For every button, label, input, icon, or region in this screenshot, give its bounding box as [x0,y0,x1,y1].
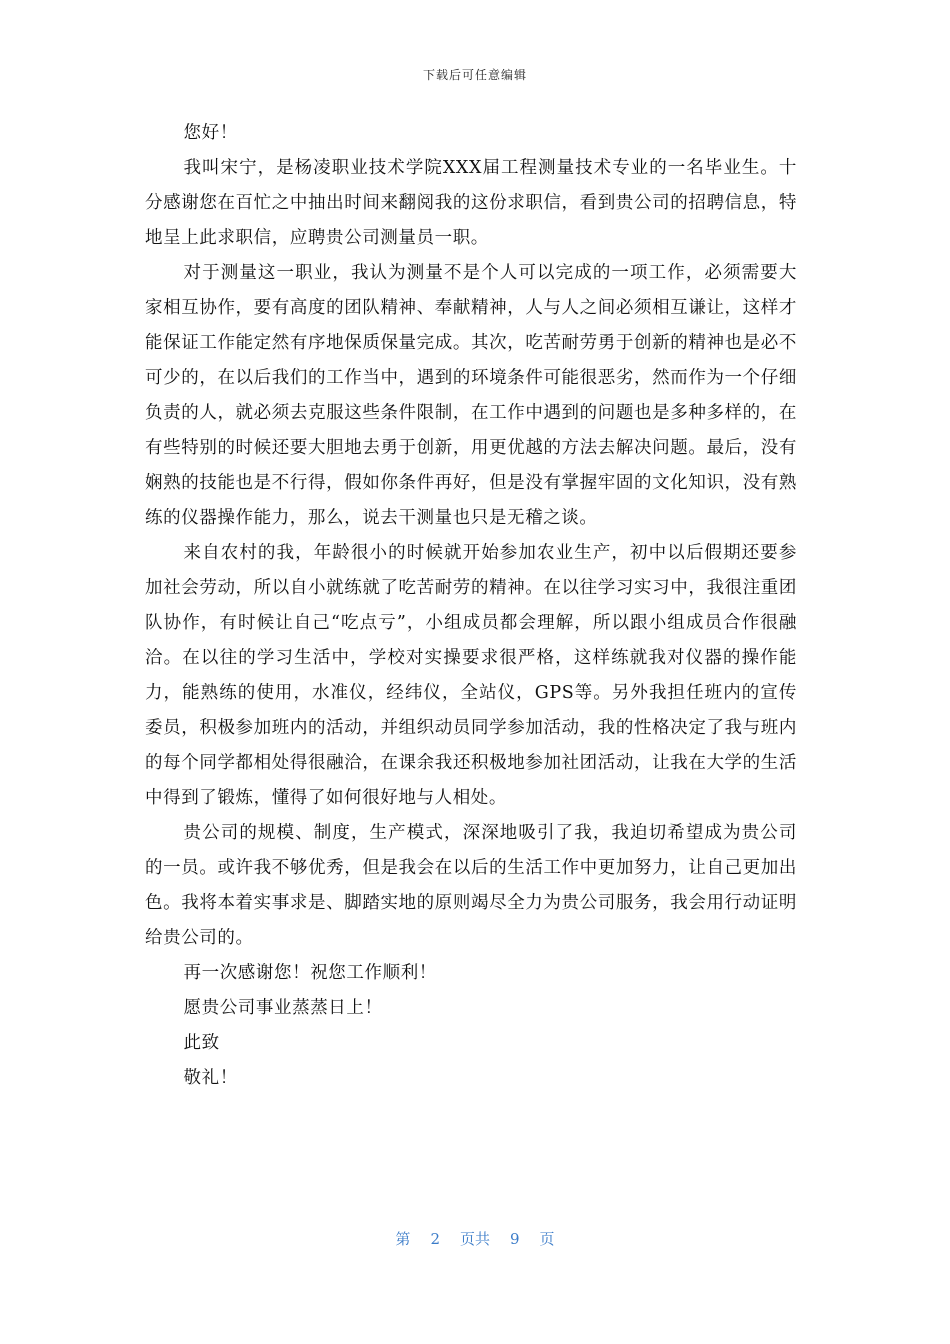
page-footer [0,1228,950,1249]
closing-line: 敬礼！ [183,1068,238,1088]
footer-total-pages: 9 [510,1230,520,1248]
closing-line: 此致 [183,1033,220,1053]
footer-current-page: 2 [430,1230,440,1248]
closing-line: 再一次感谢您！祝您工作顺利！ [183,963,437,983]
letter-paragraph: 对于测量这一职业，我认为测量不是个人可以完成的一项工作，必须需要大家相互协作，要有高度的团队精神、奉献精神，人与人之间必须相互谦让，这样才能保证工作能定然有序地保质保量完成。其次，吃苦耐劳勇于创新的精神也是必不可少的，在以后我们的工作当中，遇到的环境条件可能很恶劣，然而作为一个仔细负责的人，就必须去克服这些条件限制，在工作中遇到的问题也是多种多样的，在有些特别的时候还要大胆地去勇于创新，用更优越的方法去解决问题。最后，没有娴熟的技能也是不行得，假如你条件再好，但是没有掌握牢固的文化知识，没有熟练的仪器操作能力，那么，说去干测量也只是无稽之谈。 [145,263,797,528]
letter-paragraph: 来自农村的我，年龄很小的时候就开始参加农业生产，初中以后假期还要参加社会劳动，所以自小就练就了吃苦耐劳的精神。在以往学习实习中，我很注重团队协作，有时候让自己“吃点亏”，小组成员都会理解，所以跟小组成员合作很融洽。在以往的学习生活中，学校对实操要求很严格，这样练就我对仪器的操作能力，能熟练的使用，水准仪，经纬仪，全站仪，GPS等。另外我担任班内的宣传委员，积极参加班内的活动，并组织动员同学参加活动，我的性格决定了我与班内的每个同学都相处得很融洽，在课余我还积极地参加社团活动，让我在大学的生活中得到了锻炼，懂得了如何很好地与人相处。 [145,543,797,808]
footer-middle: 页共 [459,1230,490,1248]
letter-paragraph: 贵公司的规模、制度，生产模式，深深地吸引了我，我迫切希望成为贵公司的一员。或许我不够优秀，但是我会在以后的生活工作中更加努力，让自己更加出色。我将本着实事求是、脚踏实地的原则竭尽全力为贵公司服务，我会用行动证明给贵公司的。 [145,823,797,948]
letter-body [145,116,797,1096]
footer-prefix: 第 [395,1230,411,1248]
footer-suffix: 页 [539,1230,555,1248]
letter-greeting: 您好！ [183,123,238,143]
letter-paragraph: 我叫宋宁，是杨凌职业技术学院XXX届工程测量技术专业的一名毕业生。十分感谢您在百忙之中抽出时间来翻阅我的这份求职信，看到贵公司的招聘信息，特地呈上此求职信，应聘贵公司测量员一职。 [145,158,797,248]
closing-line: 愿贵公司事业蒸蒸日上！ [183,998,383,1018]
page-header-note: 下载后可任意编辑 [422,68,527,82]
